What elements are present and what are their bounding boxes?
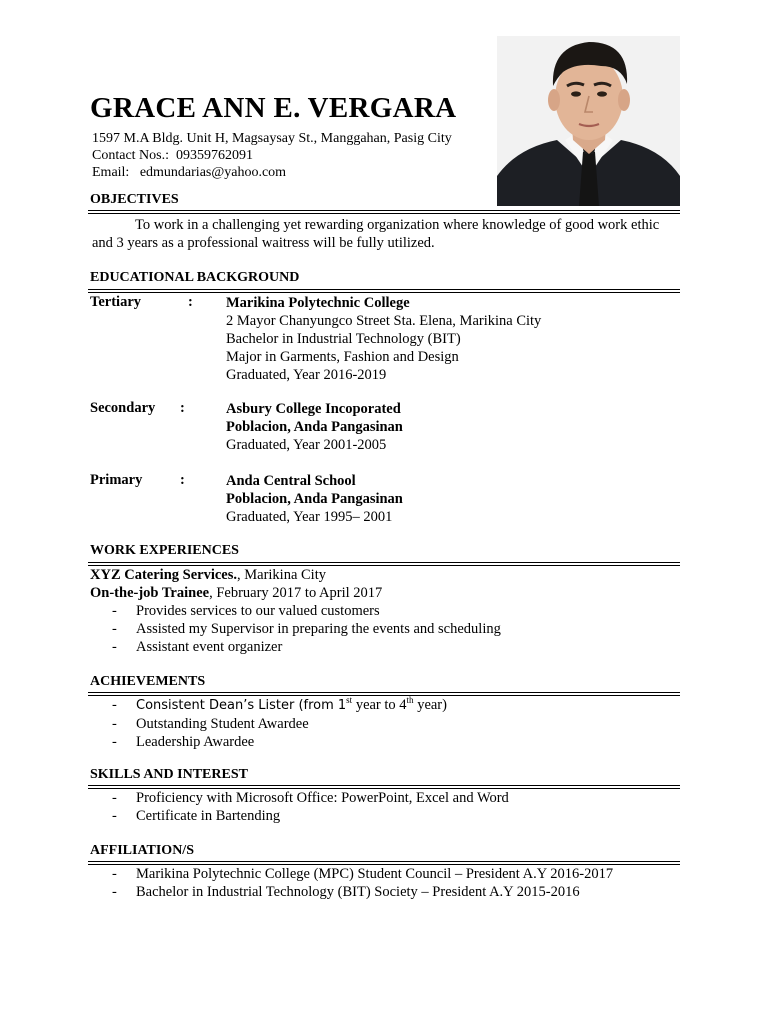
bullet: -	[112, 716, 117, 732]
list-item	[112, 865, 613, 883]
ordinal-suffix: st	[346, 695, 353, 706]
secondary-school: Asbury College Incoporated	[226, 401, 401, 417]
list-item-text: Proficiency with Microsoft Office: PowerPoint, Excel and Word	[136, 790, 509, 806]
work-position-line	[90, 585, 382, 602]
work-company: XYZ Catering Services.	[90, 567, 237, 583]
primary-address: Poblacion, Anda Pangasinan	[226, 491, 403, 507]
profile-photo-illustration	[497, 36, 680, 206]
bullet: -	[112, 697, 117, 713]
applicant-name: GRACE ANN E. VERGARA	[90, 92, 457, 124]
work-duties-list	[112, 602, 501, 656]
list-item-text: Bachelor in Industrial Technology (BIT) Society – President A.Y 2015-2016	[136, 884, 580, 900]
affiliations-title: AFFILIATION/S	[90, 843, 194, 858]
skills-list	[112, 789, 509, 825]
work-period: , February 2017 to April 2017	[209, 585, 383, 601]
secondary-details	[226, 400, 403, 454]
secondary-colon: :	[180, 400, 185, 416]
list-item	[112, 620, 501, 638]
bullet: -	[112, 639, 117, 655]
tertiary-label: Tertiary	[90, 294, 142, 310]
tertiary-address: 2 Mayor Chanyungco Street Sta. Elena, Marikina City	[226, 313, 542, 329]
list-item-text: Provides services to our valued customers	[136, 603, 380, 619]
contact-value: 09359762091	[176, 148, 253, 163]
email-value: edmundarias@yahoo.com	[139, 165, 287, 180]
tertiary-school: Marikina Polytechnic College	[226, 295, 410, 311]
list-item-text: Assisted my Supervisor in preparing the events and scheduling	[136, 621, 501, 637]
list-item-text: Marikina Polytechnic College (MPC) Student Council – President A.Y 2016-2017	[136, 866, 614, 882]
affiliations-list	[112, 865, 613, 901]
deans-lister-end: year)	[413, 697, 447, 713]
deans-lister-mid: year to 4	[352, 697, 407, 713]
contact-block	[92, 130, 452, 181]
section-divider	[88, 562, 680, 566]
list-item	[112, 883, 613, 901]
bullet: -	[112, 603, 117, 619]
contact-label: Contact Nos.:	[92, 148, 169, 163]
bullet: -	[112, 884, 117, 900]
work-company-location: , Marikina City	[236, 567, 326, 583]
bullet: -	[112, 808, 117, 824]
list-item	[112, 789, 509, 807]
bullet: -	[112, 621, 117, 637]
tertiary-degree: Bachelor in Industrial Technology (BIT)	[226, 331, 461, 347]
list-item	[112, 715, 447, 733]
work-title: WORK EXPERIENCES	[90, 543, 239, 558]
list-item	[112, 696, 447, 715]
achievements-title: ACHIEVEMENTS	[90, 674, 206, 689]
education-title: EDUCATIONAL BACKGROUND	[90, 270, 300, 285]
deans-lister-text: Consistent Dean’s Lister (from 1	[136, 698, 347, 713]
list-item-text: Leadership Awardee	[136, 734, 255, 750]
work-position: On-the-job Trainee	[90, 585, 210, 601]
list-item	[112, 602, 501, 620]
email-line	[92, 164, 452, 181]
tertiary-colon: :	[188, 294, 193, 310]
section-divider	[88, 289, 680, 293]
work-company-line	[90, 567, 326, 584]
primary-colon: :	[180, 472, 185, 488]
primary-graduated: Graduated, Year 1995– 2001	[226, 509, 393, 525]
objectives-title: OBJECTIVES	[90, 192, 179, 207]
ordinal-suffix: th	[406, 695, 414, 706]
primary-label: Primary	[90, 472, 143, 488]
profile-photo	[497, 36, 680, 206]
objectives-text	[92, 216, 672, 252]
secondary-label: Secondary	[90, 400, 156, 416]
secondary-address: Poblacion, Anda Pangasinan	[226, 419, 403, 435]
tertiary-major: Major in Garments, Fashion and Design	[226, 349, 459, 365]
tertiary-details	[226, 294, 541, 384]
bullet: -	[112, 734, 117, 750]
achievements-list	[112, 696, 447, 751]
contact-line	[92, 147, 452, 164]
address-line: 1597 M.A Bldg. Unit H, Magsaysay St., Manggahan, Pasig City	[92, 131, 452, 146]
list-item-text: Outstanding Student Awardee	[136, 716, 309, 732]
list-item	[112, 638, 501, 656]
skills-title: SKILLS AND INTEREST	[90, 767, 248, 782]
primary-school: Anda Central School	[226, 473, 356, 489]
list-item-text: Assistant event organizer	[136, 639, 283, 655]
section-divider	[88, 210, 680, 214]
list-item-text: Certificate in Bartending	[136, 808, 281, 824]
email-label: Email:	[92, 165, 130, 180]
bullet: -	[112, 790, 117, 806]
primary-details	[226, 472, 403, 526]
objectives-body: To work in a challenging yet rewarding organization where knowledge of good work ethic and 3 years as a professional waitress will be fully utilized.	[92, 217, 660, 251]
tertiary-graduated: Graduated, Year 2016-2019	[226, 367, 387, 383]
secondary-graduated: Graduated, Year 2001-2005	[226, 437, 387, 453]
list-item	[112, 733, 447, 751]
list-item	[112, 807, 509, 825]
bullet: -	[112, 866, 117, 882]
